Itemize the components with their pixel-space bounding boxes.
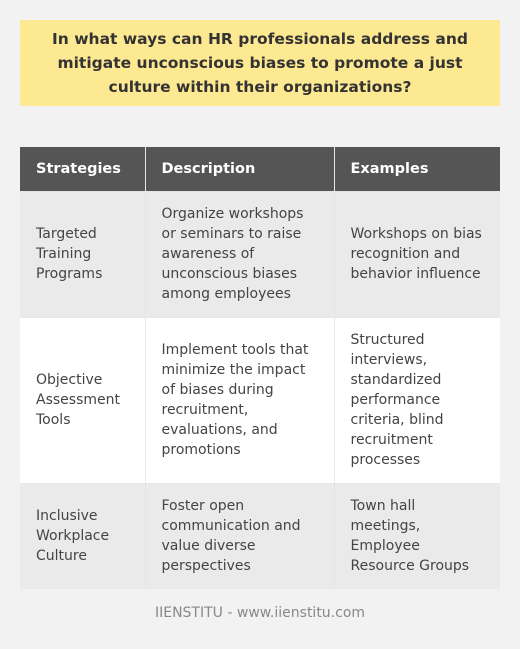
examples-cell: Structured interviews, standardized performance criteria, blind recruitment processes — [334, 317, 500, 483]
description-cell: Organize workshops or seminars to raise awareness of unconscious biases among employees — [145, 191, 334, 317]
examples-cell: Workshops on bias recognition and behavior influence — [334, 191, 500, 317]
examples-cell: Town hall meetings, Employee Resource Groups — [334, 483, 500, 589]
header-examples: Examples — [334, 147, 500, 191]
table-row — [20, 483, 500, 589]
question-box — [20, 20, 500, 106]
table-row — [20, 317, 500, 483]
description-cell: Implement tools that minimize the impact of biases during recruitment, evaluations, and promotions — [145, 317, 334, 483]
description-cell: Foster open communication and value diverse perspectives — [145, 483, 334, 589]
strategy-cell: Targeted Training Programs — [20, 191, 145, 317]
header-strategies: Strategies — [20, 147, 145, 191]
strategy-table — [20, 147, 500, 589]
table-header-row — [20, 147, 500, 191]
strategy-cell: Inclusive Workplace Culture — [20, 483, 145, 589]
question-title: In what ways can HR professionals address and mitigate unconscious biases to promote a just culture within their organizations? — [52, 30, 468, 96]
header-description: Description — [145, 147, 334, 191]
table-row — [20, 191, 500, 317]
strategy-cell: Objective Assessment Tools — [20, 317, 145, 483]
footer-credit: IIENSTITU - www.iienstitu.com — [154, 605, 366, 621]
